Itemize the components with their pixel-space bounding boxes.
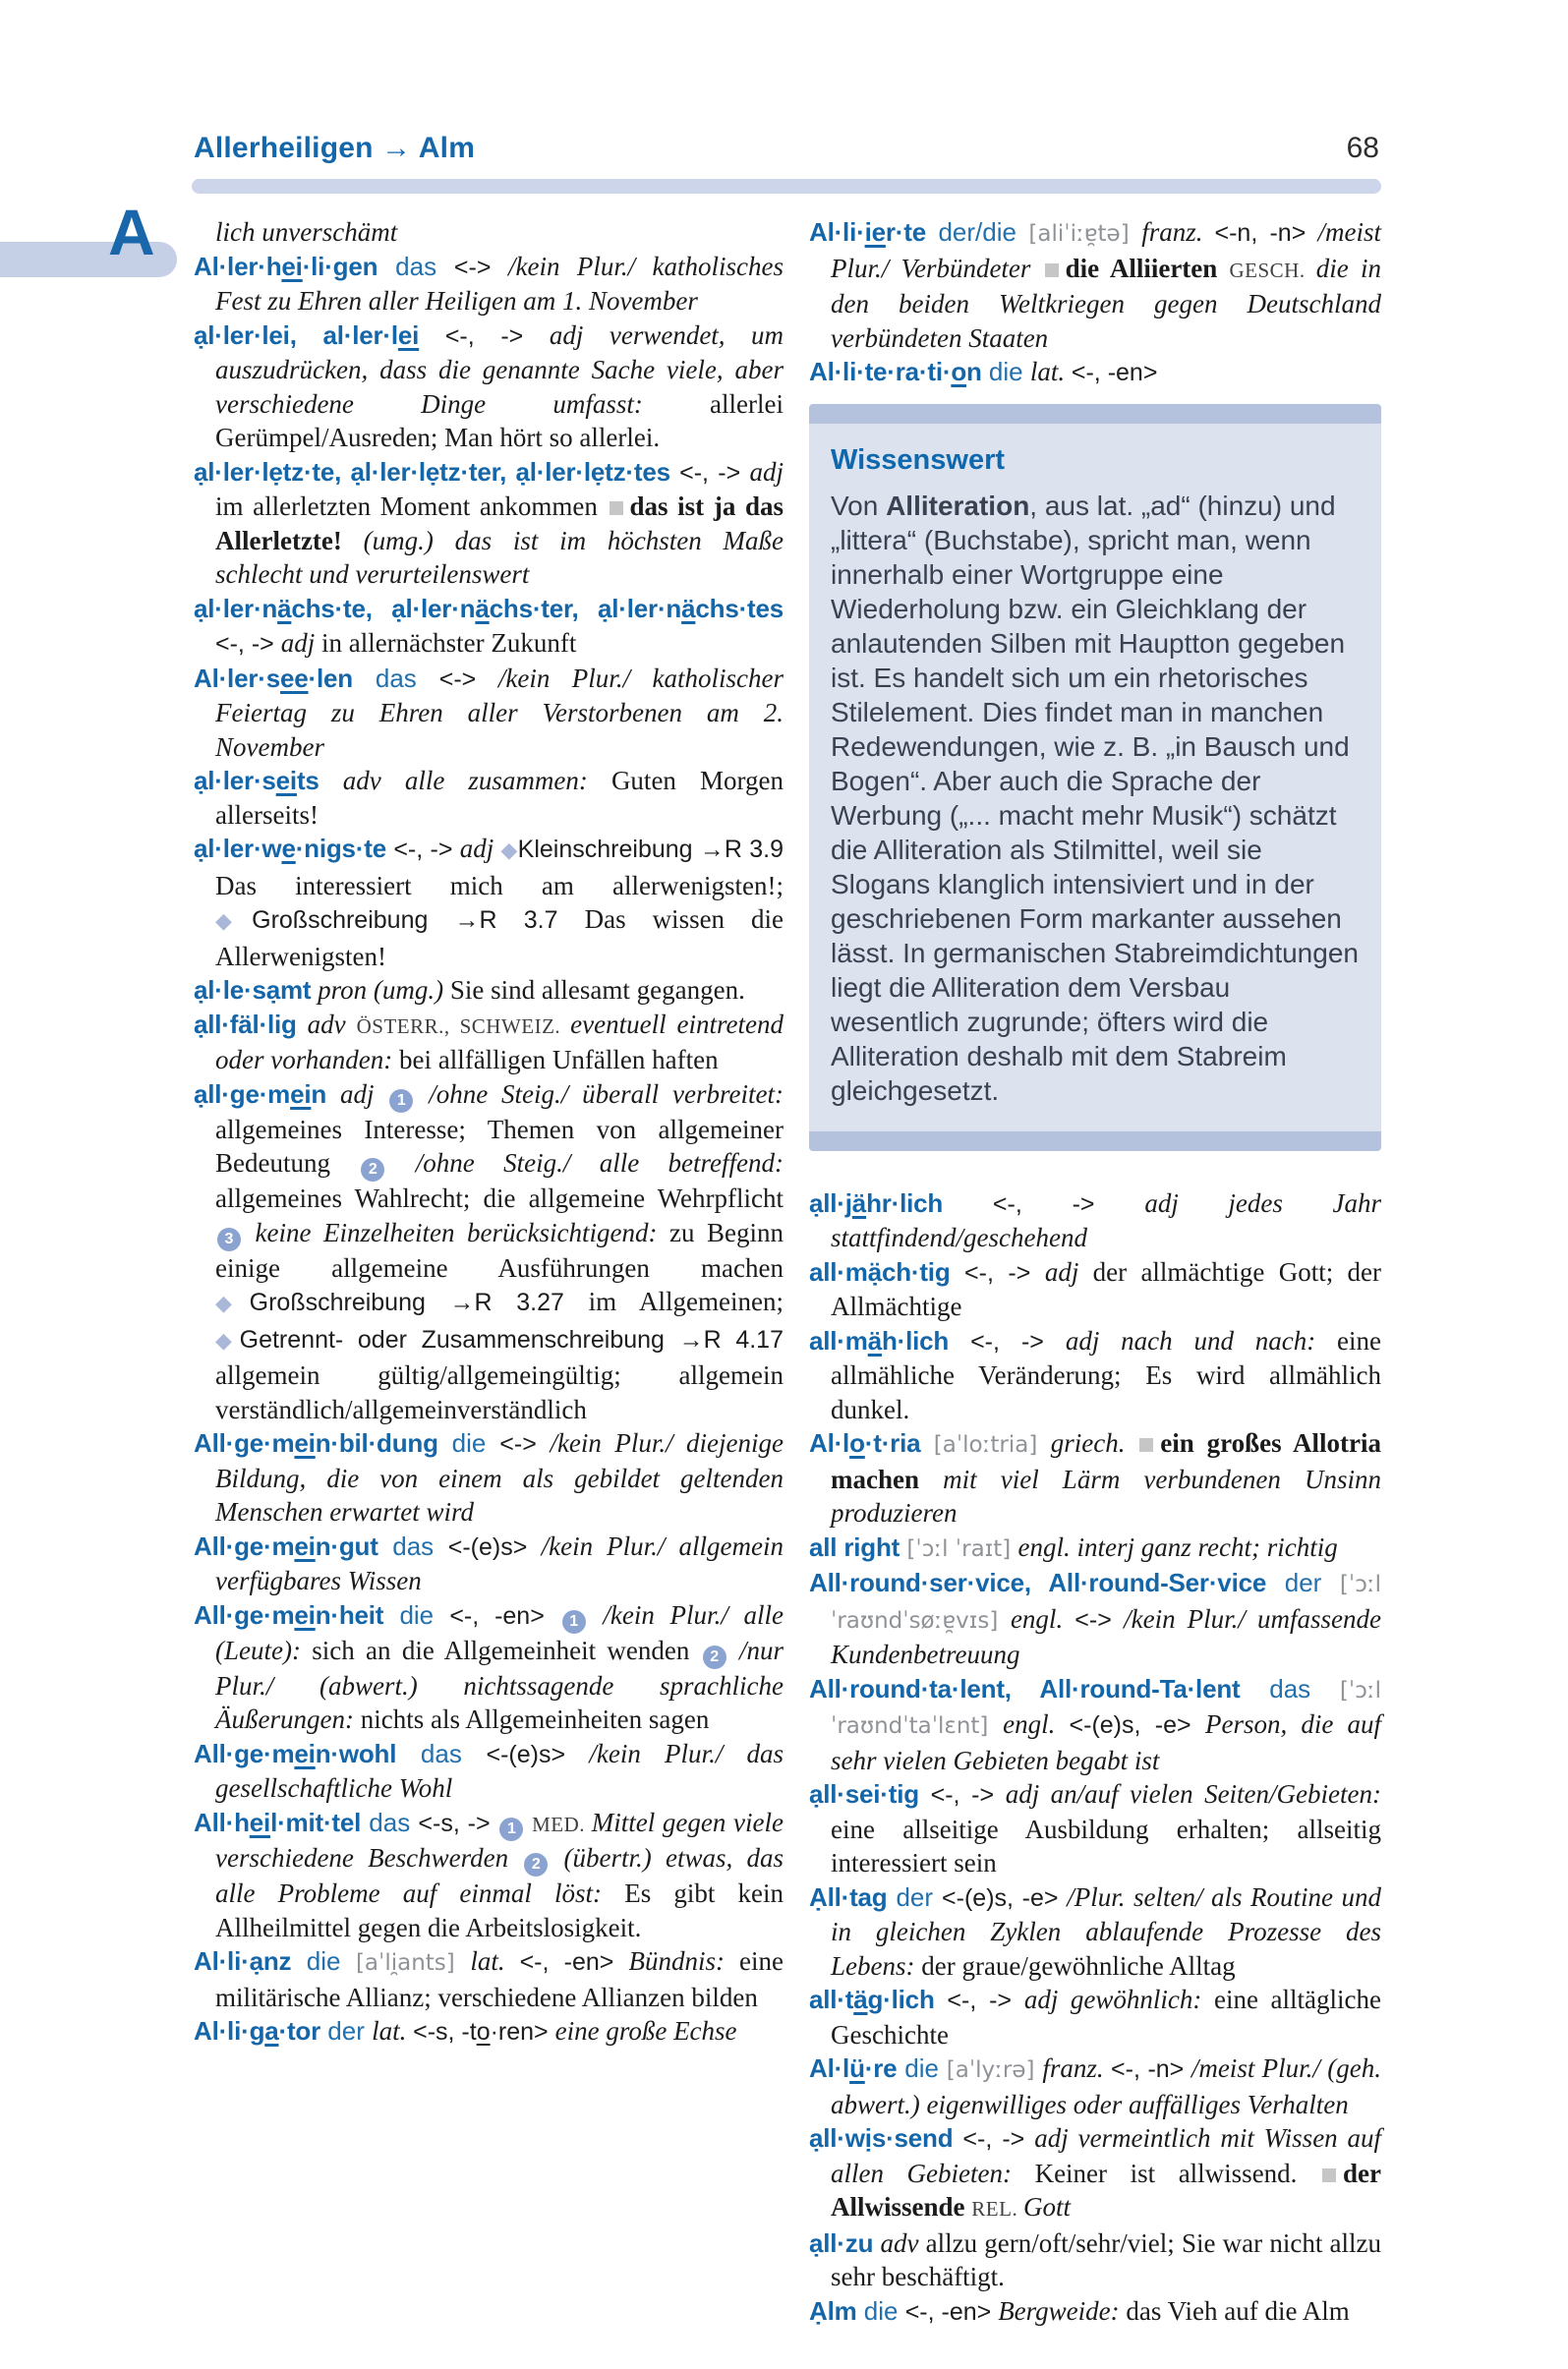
headword-stress-underline: ei bbox=[290, 1078, 312, 1109]
definition-italic: (übertr.) etwas, das alle Probleme auf einmal löst: bbox=[215, 1843, 784, 1908]
definition-italic: /kein Plur./ alle (Leute): bbox=[215, 1599, 784, 1665]
headword-stress-underline: ie bbox=[864, 217, 886, 247]
definition-italic: /meist Plur./ (geh. abwert.) eigenwilliges oder auffälliges Verhalten bbox=[831, 2053, 1382, 2119]
gender-label: der/die bbox=[925, 217, 1029, 247]
definition-italic: /kein Plur./ katholischer Feiertag zu Ehren aller Verstorbenen am 2. November bbox=[215, 663, 784, 762]
headword: Al·li·ạnz bbox=[194, 1946, 292, 1976]
definition-italic: mit viel Lärm verbundenen Unsinn produzieren bbox=[831, 1464, 1381, 1528]
headword: ·nigs·te bbox=[295, 834, 386, 863]
dictionary-entry bbox=[809, 1566, 1381, 1672]
headword: ạl·ler·n bbox=[194, 593, 278, 623]
dictionary-entry bbox=[809, 1426, 1381, 1531]
dictionary-entry bbox=[194, 1008, 784, 1077]
morphology: <-(e)s> bbox=[447, 1532, 542, 1561]
subject-label: ÖSTERR., SCHWEIZ. bbox=[356, 1013, 571, 1038]
definition-italic: adj vermeintlich mit Wissen auf allen Gebieten: bbox=[831, 2123, 1381, 2188]
dictionary-entry bbox=[194, 1426, 784, 1530]
gender-label: das bbox=[361, 1807, 419, 1837]
subject-label: GESCH. bbox=[1229, 258, 1316, 282]
dictionary-entry bbox=[194, 215, 784, 250]
example-text: allgemeines Interesse; Themen von allgemeiner Bedeutung bbox=[215, 1114, 784, 1178]
dictionary-entry bbox=[194, 832, 784, 973]
box-text bbox=[831, 489, 1360, 1108]
definition-italic: /ohne Steig./ überall verbreitet: bbox=[415, 1078, 784, 1109]
definition-italic: adj nach und nach: bbox=[1065, 1325, 1338, 1356]
headword: ạll·j bbox=[809, 1187, 852, 1218]
definition-italic: engl. interj ganz recht; richtig bbox=[1017, 1531, 1338, 1562]
example-text: allgemeines Wahlrecht; die allgemeine Wehrpflicht bbox=[215, 1184, 784, 1213]
headword: h·lich bbox=[881, 1325, 950, 1356]
dictionary-entry bbox=[194, 318, 784, 455]
morphology: <-n, -n> bbox=[1214, 219, 1318, 247]
dictionary-entry bbox=[809, 1255, 1381, 1324]
headword-stress-underline: o bbox=[951, 357, 967, 386]
headword: All·h bbox=[194, 1807, 250, 1837]
phonetic-transcription: [aˈlyːrə] bbox=[946, 2057, 1043, 2083]
dictionary-entry bbox=[809, 1983, 1381, 2051]
definition-italic: adj bbox=[1044, 1256, 1093, 1287]
morphology: <-> bbox=[453, 253, 509, 281]
headword: ·t·ria bbox=[864, 1428, 921, 1458]
morphology: <-, -> bbox=[953, 2125, 1035, 2153]
example-text: im allerletzten Moment ankommen bbox=[215, 491, 608, 521]
definition-italic: /ohne Steig./ alle betreffend: bbox=[386, 1148, 784, 1178]
morphology-stress-underline: o bbox=[476, 2018, 491, 2046]
definition-italic: Bündnis: bbox=[628, 1946, 740, 1976]
headword: Al·ler·s bbox=[194, 663, 280, 693]
headword: n bbox=[966, 357, 982, 386]
headword-stress-underline: ei bbox=[294, 1428, 316, 1458]
headword: r·te bbox=[885, 217, 926, 247]
phonetic-transcription: [aliˈiːɐ̯tə] bbox=[1028, 221, 1142, 247]
wissenswert-box bbox=[809, 404, 1381, 1151]
headword-stress-underline: ei bbox=[397, 319, 420, 350]
headword: chs·tes bbox=[695, 593, 784, 623]
headword: Al·l bbox=[809, 2053, 850, 2083]
gender-label: die bbox=[437, 1428, 500, 1458]
idiom-bold: der Allwissende bbox=[831, 2158, 1381, 2222]
example-text: der graue/gewöhnliche Alltag bbox=[921, 1950, 1236, 1981]
definition-italic: engl. bbox=[1010, 1603, 1075, 1634]
gender-label: der bbox=[320, 2016, 373, 2046]
box-title: Wissenswert bbox=[831, 443, 1006, 476]
right-column-bottom-entries bbox=[809, 1186, 1381, 2330]
subject-label: REL. bbox=[971, 2197, 1023, 2221]
dictionary-entry bbox=[809, 215, 1381, 355]
morphology: <-, -> bbox=[419, 321, 550, 350]
idiom-bold: die Alliierten bbox=[1065, 253, 1230, 283]
definition-italic: franz. bbox=[1042, 2053, 1112, 2083]
sense-number: 1 bbox=[562, 1610, 586, 1634]
rule-diamond-icon: ◆ bbox=[500, 838, 518, 863]
headword: All·ge·m bbox=[194, 1428, 295, 1458]
sense-number: 2 bbox=[703, 1646, 726, 1669]
dictionary-entry bbox=[809, 1531, 1381, 1567]
example-text: eine alltägliche Geschichte bbox=[831, 1985, 1381, 2050]
headword: hr·lich bbox=[866, 1187, 944, 1218]
definition-italic: Gott bbox=[1022, 2192, 1071, 2222]
definition-italic: adj verwendet, um auszudrücken, dass die genannte Sache viele, aber verschiedene Dinge umfasst: bbox=[215, 319, 784, 419]
dictionary-entry bbox=[809, 1324, 1381, 1427]
phonetic-transcription: [ˈɔːlˈraʊndˈtaˈlɛnt] bbox=[831, 1677, 1381, 1739]
spelling-rule-ref: Getrennt- oder Zusammenschreibung →R 4.17 bbox=[239, 1325, 784, 1354]
morphology: <-(e)s, -e> bbox=[942, 1883, 1068, 1912]
rule-diamond-icon: ◆ bbox=[215, 909, 253, 934]
headword-stress-underline: o bbox=[849, 1428, 865, 1458]
box-top-bar bbox=[809, 404, 1381, 424]
headword-stress-underline: ei bbox=[281, 251, 303, 281]
morphology: <-s, -t bbox=[413, 2018, 477, 2046]
definition-italic: (umg.) das ist im höchsten Maße schlecht und verurteilenswert bbox=[215, 525, 784, 589]
definition-italic: engl. bbox=[1003, 1709, 1070, 1739]
headword-stress-underline: ei bbox=[249, 1807, 271, 1837]
example-text: das Vieh auf die Alm bbox=[1126, 2295, 1350, 2326]
phonetic-transcription: [aˈli̯ants] bbox=[355, 1950, 471, 1976]
definition-italic: Mittel gegen viele verschiedene Beschwerden bbox=[215, 1807, 784, 1873]
headword: n·gut bbox=[315, 1531, 378, 1561]
definition-italic: adj jedes Jahr stattfindend/geschehend bbox=[831, 1187, 1381, 1252]
headword: Al·ler·h bbox=[194, 251, 282, 281]
dictionary-entry bbox=[194, 1077, 784, 1427]
headword: g·lich bbox=[867, 1985, 935, 2014]
example-text: sich an die Allgemeinheit wenden bbox=[312, 1635, 701, 1665]
morphology: ·ren> bbox=[490, 2018, 555, 2046]
gender-label: die bbox=[981, 357, 1030, 386]
headword: ạl·ler·s bbox=[194, 766, 276, 795]
example-text: Das interessiert mich am allerwenigsten!; bbox=[215, 870, 784, 900]
dictionary-entry bbox=[194, 1944, 784, 2014]
headword: ·re bbox=[864, 2053, 898, 2083]
headword: ạl·ler·lẹtz·te, ạl·ler·lẹtz·ter, ạl·ler·lẹtz·tes bbox=[194, 456, 670, 487]
idiom-square-icon bbox=[1322, 2168, 1336, 2182]
headword: all·mạ̈ch·tig bbox=[809, 1256, 951, 1287]
definition-italic: adj bbox=[326, 1078, 388, 1109]
morphology: <-, -> bbox=[669, 458, 750, 487]
morphology: <-, -> bbox=[950, 1258, 1045, 1287]
definition-italic: /kein Plur./ umfassende Kundenbetreuung bbox=[831, 1603, 1381, 1669]
sense-number: 3 bbox=[217, 1228, 241, 1251]
spelling-rule-ref: Großschreibung →R 3.27 bbox=[249, 1289, 589, 1316]
example-text: im Allgemeinen; bbox=[588, 1287, 784, 1316]
morphology: <-, -en> bbox=[904, 2297, 999, 2326]
definition-italic: adv bbox=[296, 1009, 357, 1039]
phonetic-transcription: [ˈɔːl ˈraɪt] bbox=[900, 1535, 1018, 1562]
dictionary-entry bbox=[194, 2014, 784, 2050]
definition-italic: lat. bbox=[1029, 357, 1072, 386]
example-text: Guten Morgen allerseits! bbox=[215, 766, 784, 830]
headword: ạll·ge·m bbox=[194, 1078, 291, 1109]
dictionary-entry bbox=[809, 1186, 1381, 1255]
headword: All·round·ta·lent, All·round-Ta·lent bbox=[809, 1673, 1241, 1704]
dictionary-entry bbox=[809, 355, 1381, 390]
definition-italic: /kein Plur./ allgemein verfügbares Wissen bbox=[215, 1531, 784, 1595]
dictionary-entry bbox=[809, 2226, 1381, 2294]
definition-italic: griech. bbox=[1050, 1428, 1138, 1458]
sense-number: 1 bbox=[499, 1818, 523, 1841]
headword-stress-underline: ä bbox=[853, 1985, 868, 2014]
phonetic-transcription: [ˈɔːlˈraʊndˈsøːɐ̯vɪs] bbox=[831, 1572, 1381, 1634]
headword-stress-underline: ei bbox=[294, 1599, 316, 1630]
definition-italic: /kein Plur./ katholisches Fest zu Ehren aller Heiligen am 1. November bbox=[215, 251, 784, 316]
definition-italic: adv alle zusammen: bbox=[319, 766, 611, 795]
headword: all·t bbox=[809, 1985, 854, 2014]
headword-stress-underline: ü bbox=[849, 2053, 865, 2083]
dictionary-entry bbox=[194, 455, 784, 592]
definition-italic: eventuell eintretend oder vorhanden: bbox=[215, 1009, 784, 1074]
dictionary-entry bbox=[194, 662, 784, 765]
headword: Ạll·tag bbox=[809, 1881, 888, 1912]
box-text-lead: Von bbox=[831, 490, 887, 521]
morphology: <-, -> bbox=[943, 1189, 1145, 1218]
gender-label: das bbox=[396, 1738, 487, 1768]
headword: Al·li·g bbox=[194, 2016, 265, 2046]
spelling-rule-ref: Großschreibung →R 3.7 bbox=[252, 906, 585, 934]
gender-label: das bbox=[377, 251, 454, 281]
right-column bbox=[809, 215, 1381, 2329]
page-number: 68 bbox=[1346, 132, 1379, 164]
gender-label: die bbox=[291, 1946, 356, 1976]
dictionary-entry bbox=[194, 764, 784, 832]
headword-stress-underline: e bbox=[281, 834, 296, 863]
definition-italic: adj bbox=[280, 628, 321, 658]
headword: ts bbox=[296, 766, 319, 795]
rule-diamond-icon: ◆ bbox=[215, 1292, 250, 1316]
example-text: Sie sind allesamt gegangen. bbox=[449, 975, 745, 1005]
headword: n·bil·dung bbox=[315, 1428, 438, 1458]
sense-number: 2 bbox=[524, 1853, 548, 1877]
headword: ·tor bbox=[278, 2016, 321, 2046]
morphology: <-, -en> bbox=[519, 1948, 629, 1976]
headword: ạl·ler·lei, al·ler·l bbox=[194, 319, 398, 350]
headword-stress-underline: ä bbox=[867, 1325, 882, 1356]
definition-italic: die in den beiden Weltkriegen gegen Deutschland verbündeten Staaten bbox=[831, 253, 1381, 353]
dictionary-entry bbox=[809, 2051, 1381, 2121]
morphology: <-, -> bbox=[934, 1987, 1024, 2014]
morphology: <-, -> bbox=[386, 836, 460, 863]
example-text: in allernächster Zukunft bbox=[320, 628, 577, 658]
example-text: eine militärische Allianz; verschiedene Allianzen bilden bbox=[215, 1946, 784, 2012]
morphology: <-> bbox=[438, 664, 498, 693]
idiom-square-icon bbox=[1045, 263, 1059, 277]
box-text-rest: , aus lat. „ad“ (hinzu) und „littera“ (Buchstabe), spricht man, wenn innerhalb einer Wortgruppe eine Wiederholung bzw. ein Gleichklang der anlautenden Silben mit Hauptton gegeben ist. Es handelt sich um ein rhetorisches Stilelement. Dies findet man in manchen Redewendungen, wie z. B. „in Bausch und Bogen“. Aber auch die Sprache der Werbung („... macht mehr Musik“) schätzt die Alliteration als Stilmittel, weil sie Slogans klanglich intensiviert und in der geschriebenen Form markanter aussehen lässt. In germanischen Stabreimdichtungen liegt die Alliteration dem Versbau wesentlich zugrunde; öfters wird die Alliteration deshalb mit dem Stabreim gleichgesetzt. bbox=[831, 490, 1359, 1106]
headword: All·ge·m bbox=[194, 1738, 295, 1768]
headword: n bbox=[311, 1078, 327, 1109]
headword-stress-underline: ä bbox=[681, 593, 696, 623]
headword: ạll·sei·tig bbox=[809, 1779, 919, 1809]
headword: ạll·zu bbox=[809, 2227, 874, 2258]
headword: Ạlm bbox=[809, 2295, 857, 2326]
gender-label: das bbox=[377, 1531, 448, 1561]
idiom-square-icon bbox=[1139, 1438, 1153, 1452]
idiom-square-icon bbox=[610, 501, 623, 515]
dictionary-entry bbox=[809, 1672, 1381, 1778]
example-text: Es gibt kein Allheilmittel gegen die Arbeitslosigkeit. bbox=[215, 1878, 784, 1942]
morphology: <-, -en> bbox=[449, 1601, 560, 1630]
gender-label: der bbox=[887, 1881, 943, 1912]
headword-stress-underline: ee bbox=[279, 663, 309, 693]
letter-tab-label: A bbox=[108, 196, 155, 268]
headword: all right bbox=[809, 1531, 900, 1562]
right-column-top-entries bbox=[809, 215, 1381, 390]
gender-label: der bbox=[1266, 1568, 1340, 1597]
gender-label: die bbox=[383, 1599, 450, 1630]
example-text: allerlei Gerümpel/Ausreden; Man hört so allerlei. bbox=[215, 388, 784, 452]
example-text: der allmächtige Gott; der Allmächtige bbox=[831, 1256, 1381, 1321]
headword: ạll·fäl·lig bbox=[194, 1009, 297, 1039]
headword-stress-underline: ä bbox=[277, 593, 292, 623]
definition-italic: adj an/auf vielen Seiten/Gebieten: bbox=[1005, 1779, 1381, 1809]
definition-italic: adj gewöhnlich: bbox=[1023, 1985, 1214, 2014]
morphology: <-(e)s, -e> bbox=[1069, 1711, 1205, 1739]
headword: Al·li· bbox=[809, 217, 865, 247]
rule-diamond-icon: ◆ bbox=[215, 1328, 240, 1354]
headword: All·ge·m bbox=[194, 1599, 295, 1630]
morphology: <-(e)s> bbox=[486, 1740, 590, 1768]
header-rule bbox=[192, 179, 1381, 194]
dictionary-entry bbox=[809, 2294, 1381, 2330]
gender-label: das bbox=[352, 663, 439, 693]
sense-number: 1 bbox=[389, 1089, 413, 1113]
definition-italic: franz. bbox=[1141, 217, 1215, 247]
example-text: eine allmähliche Veränderung; Es wird allmählich dunkel. bbox=[831, 1325, 1381, 1424]
headword-stress-underline: ä bbox=[475, 593, 490, 623]
idiom-bold: das ist ja das Allerletzte! bbox=[215, 491, 784, 555]
definition-italic: /nur Plur./ (abwert.) nichtssagende sprachliche Äußerungen: bbox=[215, 1635, 784, 1734]
left-column bbox=[194, 215, 784, 2050]
definition-italic: adv bbox=[873, 2227, 926, 2258]
headword-stress-underline: ä bbox=[851, 1187, 867, 1218]
box-body bbox=[809, 424, 1381, 1131]
idiom-bold: ein großes Allotria machen bbox=[831, 1428, 1381, 1494]
headword: Al·li·te·ra·ti· bbox=[809, 357, 952, 386]
definition-italic: Person, die auf sehr vielen Gebieten begabt ist bbox=[831, 1709, 1381, 1775]
headword: All·round·ser·vice, All·round-Ser·vice bbox=[809, 1568, 1267, 1597]
example-text: nichts als Allgemeinheiten sagen bbox=[360, 1705, 710, 1734]
headword: ạl·le·sạmt bbox=[194, 975, 312, 1005]
gender-label: die bbox=[856, 2295, 905, 2326]
headword: l·mit·tel bbox=[270, 1807, 362, 1837]
example-text: eine allseitige Ausbildung erhalten; allseitig interessiert sein bbox=[831, 1814, 1381, 1878]
definition-italic: adj bbox=[749, 456, 784, 487]
definition-italic: /kein Plur./ das gesellschaftliche Wohl bbox=[215, 1738, 784, 1803]
morphology: <-, -n> bbox=[1111, 2055, 1191, 2083]
morphology: <-, -> bbox=[918, 1781, 1006, 1809]
example-text: zu Beginn einige allgemeine Ausführungen machen bbox=[215, 1217, 784, 1283]
dictionary-entry bbox=[194, 973, 784, 1008]
example-text: bei allfälligen Unfällen haften bbox=[398, 1045, 719, 1074]
dictionary-entry bbox=[809, 1880, 1381, 1984]
example-text: Keiner ist allwissend. bbox=[1034, 2158, 1320, 2188]
phonetic-transcription: [aˈloːtria] bbox=[920, 1432, 1051, 1458]
headword-stress-underline: ei bbox=[294, 1531, 316, 1561]
headword: all·m bbox=[809, 1325, 868, 1356]
definition-italic: adj bbox=[459, 834, 501, 863]
headword: n·heit bbox=[315, 1599, 384, 1630]
definition-italic: keine Einzelheiten berücksichtigend: bbox=[243, 1217, 669, 1247]
dictionary-entry bbox=[194, 1737, 784, 1806]
headword: chs·ter, ạl·ler·n bbox=[489, 593, 682, 623]
gender-label: das bbox=[1240, 1673, 1340, 1704]
headword: ạl·ler·w bbox=[194, 834, 282, 863]
headword: All·ge·m bbox=[194, 1531, 295, 1561]
definition-italic: pron (umg.) bbox=[311, 975, 450, 1005]
guide-words: Allerheiligen → Alm bbox=[194, 132, 476, 164]
definition-italic: Bergweide: bbox=[998, 2295, 1127, 2326]
dictionary-entry bbox=[809, 2121, 1381, 2226]
headword-stress-underline: ei bbox=[275, 766, 297, 795]
definition-italic: lich unverschämt bbox=[215, 217, 398, 247]
example-text: Das wissen die Allerwenigsten! bbox=[215, 904, 784, 971]
gender-label: die bbox=[897, 2053, 947, 2083]
box-bottom-bar bbox=[809, 1131, 1381, 1151]
dictionary-entry bbox=[194, 1598, 784, 1737]
definition-italic: /kein Plur./ diejenige Bildung, die von einem als gebildet geltenden Menschen erwartet wird bbox=[215, 1428, 784, 1527]
dictionary-entry bbox=[194, 592, 784, 662]
headword-stress-underline: a bbox=[264, 2016, 279, 2046]
morphology: <-, -en> bbox=[1071, 359, 1158, 386]
example-text: allzu gern/oft/sehr/viel; Sie war nicht allzu sehr beschäftigt. bbox=[831, 2227, 1381, 2291]
dictionary-entry bbox=[194, 250, 784, 318]
morphology: <-> bbox=[499, 1430, 551, 1458]
definition-italic: /meist Plur./ Verbündeter bbox=[831, 217, 1381, 283]
dictionary-entry bbox=[194, 1530, 784, 1598]
headword: Al·l bbox=[809, 1428, 850, 1458]
morphology: <-> bbox=[1074, 1605, 1125, 1634]
example-text: allgemein gültig/allgemeingültig; allgemein verständlich/allgemeinverständlich bbox=[215, 1360, 784, 1424]
morphology: <-s, -> bbox=[418, 1809, 498, 1837]
headword-stress-underline: ei bbox=[294, 1738, 316, 1768]
sense-number: 2 bbox=[361, 1158, 384, 1182]
headword: ·len bbox=[308, 663, 353, 693]
headword: n·wohl bbox=[315, 1738, 397, 1768]
dictionary-entry bbox=[809, 1777, 1381, 1880]
definition-italic: /Plur. selten/ als Routine und in gleichen Zyklen ablaufende Prozesse des Lebens: bbox=[831, 1881, 1381, 1981]
definition-italic: eine große Echse bbox=[554, 2016, 737, 2046]
headword: ·li·gen bbox=[302, 251, 378, 281]
headword: chs·te, ạl·ler·n bbox=[291, 593, 476, 623]
dictionary-entry bbox=[194, 1806, 784, 1945]
subject-label: MED. bbox=[525, 1812, 592, 1836]
definition-italic: lat. bbox=[372, 2016, 414, 2046]
morphology: <-, -> bbox=[215, 630, 281, 658]
morphology: <-, -> bbox=[949, 1327, 1066, 1356]
definition-italic: lat. bbox=[470, 1946, 520, 1976]
box-text-keyword: Alliteration bbox=[886, 490, 1030, 521]
spelling-rule-ref: Kleinschreibung →R 3.9 bbox=[517, 836, 784, 863]
headword: ạll·wịs·send bbox=[809, 2123, 954, 2153]
